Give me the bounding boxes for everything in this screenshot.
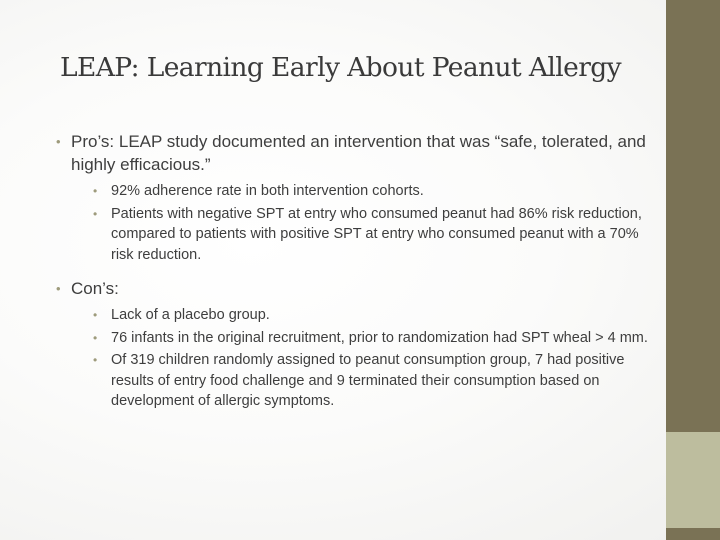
pros-item — [71, 181, 654, 202]
bullet-icon: • — [93, 308, 98, 322]
cons-bullet — [54, 277, 654, 412]
cons-item-text: Of 319 children randomly assigned to peanut consumption group, 7 had positive results of entry food challenge and 9 terminated their consumption based on development of allergic symptoms. — [111, 352, 625, 409]
cons-sublist — [71, 305, 654, 412]
bullet-icon: • — [93, 353, 98, 367]
pros-text: Pro’s: LEAP study documented an intervention that was “safe, tolerated, and highly efficacious.” — [71, 132, 646, 174]
side-accent-block — [666, 432, 720, 528]
slide-title: LEAP: Learning Early About Peanut Allergy — [60, 52, 622, 83]
bullet-icon: • — [56, 134, 61, 149]
cons-item — [71, 305, 654, 326]
bullet-icon: • — [56, 281, 61, 296]
pros-item-text: 92% adherence rate in both intervention cohorts. — [111, 183, 424, 199]
bullet-icon: • — [93, 184, 98, 198]
bullet-icon: • — [93, 330, 98, 345]
cons-text: Con’s: — [71, 279, 119, 298]
cons-item-text: Lack of a placebo group. — [111, 307, 270, 323]
pros-sublist — [71, 181, 654, 265]
cons-item — [71, 328, 654, 349]
pros-item-text: Patients with negative SPT at entry who consumed peanut had 86% risk reduction, compared to patients with positive SPT at entry who consumed peanut with a 70% risk reduction. — [111, 205, 642, 263]
cons-item — [71, 350, 654, 412]
pros-bullet — [54, 130, 654, 265]
bullet-icon: • — [93, 206, 98, 221]
slide-content — [54, 130, 654, 424]
pros-item — [71, 204, 654, 266]
cons-item-text: 76 infants in the original recruitment, prior to randomization had SPT wheal > 4 mm. — [111, 329, 648, 346]
